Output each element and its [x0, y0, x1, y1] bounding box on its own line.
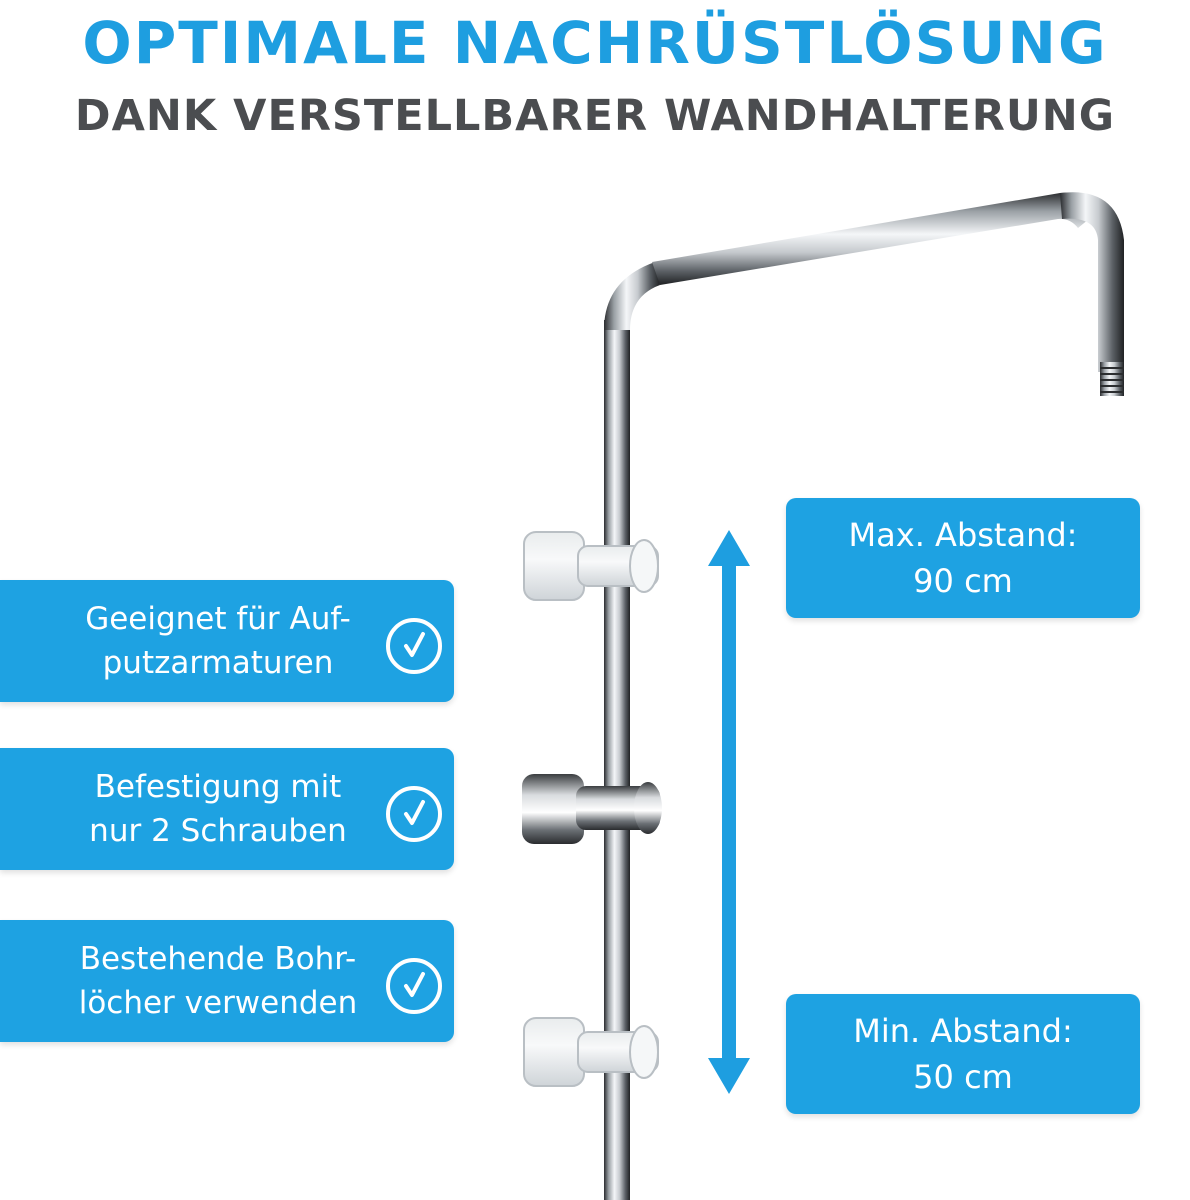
feature-tab-schrauben	[0, 748, 454, 870]
double-arrow-icon	[708, 530, 750, 1094]
max-distance-label	[786, 498, 1140, 618]
min-distance-text: Min. Abstand: 50 cm	[853, 1012, 1073, 1096]
check-icon	[386, 958, 442, 1014]
headline-title: OPTIMALE NACHRÜSTLÖSUNG	[82, 9, 1108, 77]
feature-tab-bohrloecher	[0, 920, 454, 1042]
slider-holder-middle	[522, 774, 662, 844]
feature-label: Befestigung mit nur 2 Schrauben	[89, 769, 347, 849]
feature-label: Bestehende Bohr- löcher verwenden	[78, 941, 358, 1021]
feature-label: Geeignet für Auf- putzarmaturen	[85, 601, 351, 681]
check-icon	[386, 786, 442, 842]
wall-bracket-lower	[524, 1018, 658, 1086]
check-icon	[386, 618, 442, 674]
thread-connector	[1100, 362, 1124, 396]
min-distance-label	[786, 994, 1140, 1114]
headline-subtitle: DANK VERSTELLBARER WANDHALTERUNG	[74, 91, 1116, 141]
max-distance-text: Max. Abstand: 90 cm	[848, 516, 1078, 600]
wall-bracket-upper	[524, 532, 658, 600]
feature-tab-aufputz	[0, 580, 454, 702]
